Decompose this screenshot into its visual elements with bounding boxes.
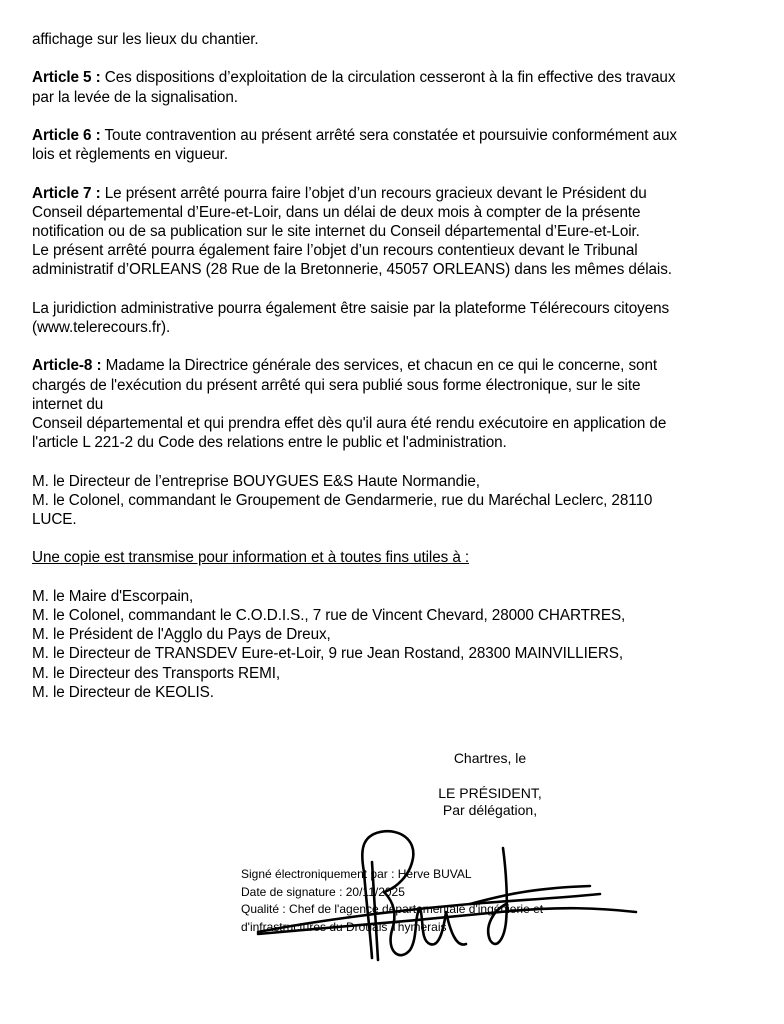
signature-title: LE PRÉSIDENT, bbox=[438, 784, 542, 801]
electronic-signature-info bbox=[241, 866, 543, 936]
article-7-label: Article 7 : bbox=[32, 184, 101, 202]
article-8-text: internet du bbox=[32, 395, 104, 413]
article-5-text: par la levée de la signalisation. bbox=[32, 88, 238, 106]
signature-place: Chartres, le bbox=[453, 750, 527, 766]
article-8-label: Article-8 : bbox=[32, 357, 102, 375]
article-6-label: Article 6 : bbox=[32, 126, 101, 144]
article-8-text: l'article L 221-2 du Code des relations entre le public et l'administration. bbox=[32, 434, 507, 452]
copy-recipient: M. le Directeur de KEOLIS. bbox=[32, 683, 214, 701]
article-5-label: Article 5 : bbox=[32, 69, 101, 87]
signer-quality: Qualité : Chef de l'agence départementale d'ingénierie et bbox=[241, 902, 544, 916]
article-8-text: Madame la Directrice générale des services, et chacun en ce qui le concerne, sont bbox=[101, 357, 657, 375]
telerecours-link-text: (www.telerecours.fr). bbox=[32, 318, 171, 336]
article-6-text: Toute contravention au présent arrêté sera constatée et poursuivie conformément aux bbox=[100, 126, 677, 144]
intro-paragraph bbox=[32, 30, 762, 49]
article-7-text: Le présent arrêté pourra faire l’objet d’un recours gracieux devant le Président du bbox=[100, 184, 647, 202]
article-8-text: chargés de l'exécution du présent arrêté qui sera publié sous forme électronique, sur le site bbox=[32, 376, 641, 394]
copy-recipient: M. le Président de l'Agglo du Pays de Dreux, bbox=[32, 626, 331, 644]
signature-date: Date de signature : 20/11/2025 bbox=[241, 884, 405, 899]
article-8-text: Conseil départemental et qui prendra effet dès qu'il aura été rendu exécutoire en application de bbox=[32, 414, 667, 432]
document-page bbox=[32, 30, 762, 721]
article-7-text: Conseil départemental d’Eure-et-Loir, dans un délai de deux mois à compter de la présente bbox=[32, 203, 641, 221]
copy-heading-paragraph bbox=[32, 548, 762, 567]
copy-recipient: M. le Directeur des Transports REMI, bbox=[32, 664, 281, 682]
copy-recipient: M. le Directeur de TRANSDEV Eure-et-Loir, 9 rue Jean Rostand, 28300 MAINVILLIERS, bbox=[32, 645, 624, 663]
article-7 bbox=[32, 184, 762, 280]
article-5 bbox=[32, 68, 762, 106]
article-7-text: Le présent arrêté pourra également faire l’objet d’un recours contentieux devant le Tribunal bbox=[32, 242, 638, 260]
juridiction-paragraph bbox=[32, 299, 762, 337]
copy-recipients bbox=[32, 587, 762, 702]
signature-delegation: Par délégation, bbox=[442, 802, 538, 818]
copy-heading: Une copie est transmise pour information et à toutes fins utiles à : bbox=[32, 549, 470, 567]
juridiction-text: La juridiction administrative pourra également être saisie par la plateforme Télérecours citoyens bbox=[32, 299, 670, 317]
article-8 bbox=[32, 356, 762, 452]
article-6-text: lois et règlements en vigueur. bbox=[32, 146, 228, 164]
signer-quality-cont: d'infrastructures du Drouais Thymerais bbox=[241, 919, 447, 934]
copy-recipient: M. le Colonel, commandant le C.O.D.I.S., 7 rue de Vincent Chevard, 28000 CHARTRES, bbox=[32, 606, 626, 624]
copy-recipient: M. le Maire d'Escorpain, bbox=[32, 587, 194, 605]
article-7-text: notification ou de sa publication sur le site internet du Conseil départemental d’Eure-et-Loir. bbox=[32, 222, 640, 240]
intro-line: affichage sur les lieux du chantier. bbox=[32, 31, 259, 48]
article-6 bbox=[32, 126, 762, 164]
addressees bbox=[32, 472, 762, 530]
article-5-text: Ces dispositions d’exploitation de la circulation cesseront à la fin effective des travaux bbox=[100, 69, 676, 87]
signature-block bbox=[380, 750, 600, 820]
addressee-line: M. le Colonel, commandant le Groupement de Gendarmerie, rue du Maréchal Leclerc, 28110 bbox=[32, 491, 653, 509]
addressee-line: M. le Directeur de l’entreprise BOUYGUES E&S Haute Normandie, bbox=[32, 472, 480, 490]
signed-by: Signé électroniquement par : Herve BUVAL bbox=[241, 867, 472, 881]
addressee-line: LUCE. bbox=[32, 510, 77, 528]
article-7-text: administratif d’ORLEANS (28 Rue de la Bretonnerie, 45057 ORLEANS) dans les mêmes délais. bbox=[32, 261, 672, 279]
